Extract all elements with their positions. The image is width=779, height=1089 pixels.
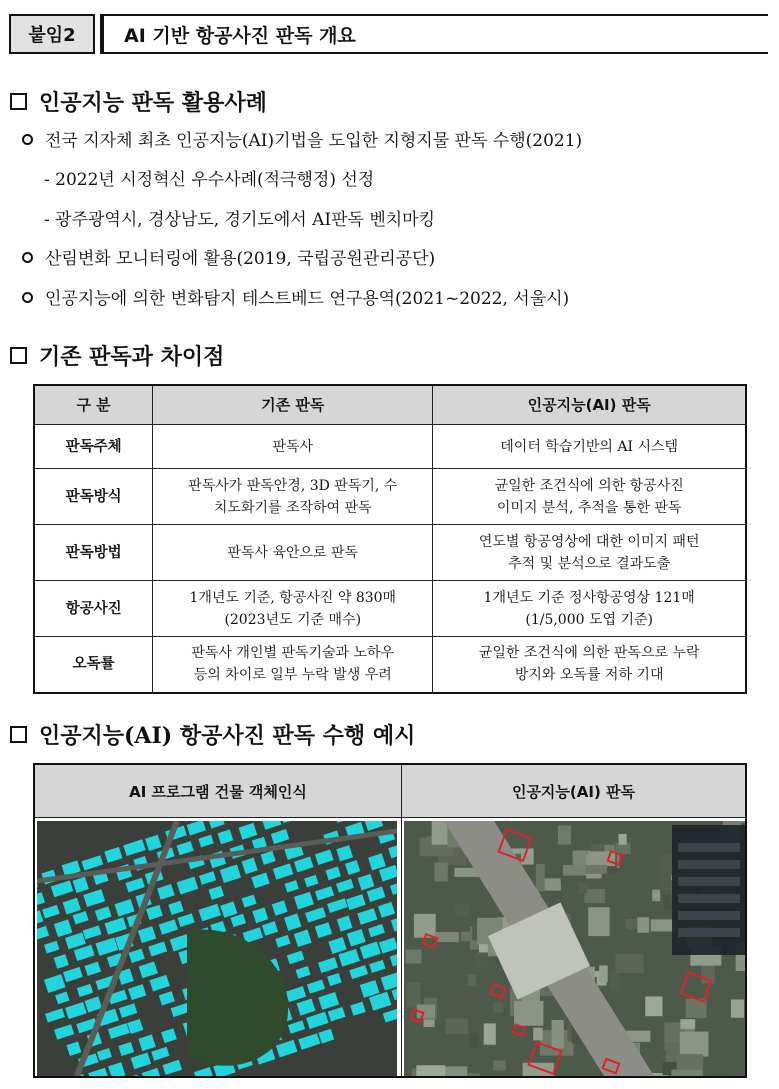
checkbox-square-icon (10, 93, 27, 110)
rooftop (637, 917, 649, 933)
rooftop (432, 821, 448, 845)
section-heading-cases (10, 86, 267, 117)
rooftop (619, 834, 627, 845)
cell-line: 이미지 분석, 추적을 통한 판독 (496, 499, 682, 516)
panel-field (678, 911, 740, 920)
table-header-row (34, 385, 746, 425)
ai-interpretation-image (404, 821, 745, 1076)
building-detection-map (37, 821, 397, 1076)
example-panel (33, 763, 747, 1078)
rooftop (470, 1033, 479, 1048)
rooftop (584, 889, 605, 903)
rooftop (514, 1001, 543, 1026)
case-subitem: - 2022년 시정혁신 우수사례(적극행정) 선정 (44, 170, 375, 190)
case-text: 인공지능에 의한 변화탐지 테스트베드 연구용역(2021~2022, 서울시) (45, 289, 570, 309)
cell-line: 1개년도 기준 정사항공영상 121매 (483, 589, 695, 606)
rooftop (494, 1002, 504, 1012)
rooftop (523, 1063, 554, 1076)
old-method-cell (153, 581, 433, 637)
case-item (22, 284, 569, 309)
cell-line: 판독사 개인별 판독기술과 노하우 (191, 645, 395, 662)
ai-interpretation-map (404, 821, 745, 1076)
old-method-cell (153, 525, 433, 581)
case-text: 전국 지자체 최초 인공지능(AI)기법을 도입한 지형지물 판독 수행(2021) (45, 131, 583, 151)
attachment-tag: 붙임2 (9, 14, 95, 54)
panel-field (678, 843, 740, 852)
checkbox-square-icon (10, 726, 27, 743)
rooftop (455, 905, 469, 916)
building-detection-image (37, 821, 397, 1076)
cell-line: 추적 및 분석으로 결과도출 (508, 555, 671, 572)
rooftop (406, 950, 422, 964)
rooftop (588, 907, 609, 936)
rooftop (558, 826, 571, 845)
circle-bullet-icon (22, 134, 33, 145)
cell-line: 등의 차이로 일부 누락 발생 우려 (193, 667, 392, 684)
cell-line: 데이터 학습기반의 AI 시스템 (500, 438, 679, 455)
ai-method-cell (433, 581, 746, 637)
rooftop (533, 1028, 543, 1041)
panel-field (678, 877, 740, 886)
cell-line: (2023년도 기준 매수) (224, 611, 362, 628)
rooftop (536, 864, 545, 891)
rooftop (645, 996, 662, 1016)
old-method-cell (153, 425, 433, 469)
cell-line: 판독사 (272, 438, 314, 455)
table-row (34, 637, 746, 693)
table-row (34, 425, 746, 469)
case-text: 산림변화 모니터링에 활용(2019, 국립공원관리공단) (45, 249, 436, 269)
rooftop (414, 914, 436, 938)
example-right-title: 인공지능(AI) 판독 (511, 782, 636, 801)
rooftop (663, 895, 671, 909)
row-category: 항공사진 (34, 581, 153, 637)
old-method-cell (153, 469, 433, 525)
rooftop (660, 869, 670, 891)
rooftop (434, 863, 447, 882)
rooftop (599, 965, 608, 982)
rooftop (652, 890, 660, 902)
panel-field (678, 894, 740, 903)
rooftop (578, 882, 587, 893)
cell-line: 균일한 조건식에 의한 판독으로 누락 (478, 645, 700, 662)
table-row (34, 581, 746, 637)
ai-method-cell (433, 425, 746, 469)
section-heading-example (10, 719, 415, 750)
example-left-title: AI 프로그램 건물 객체인식 (129, 782, 307, 801)
rooftop (416, 1065, 445, 1076)
column-header: 인공지능(AI) 판독 (433, 385, 746, 425)
panel-field (678, 860, 740, 869)
rooftop (586, 865, 608, 874)
rooftop (731, 999, 744, 1017)
rooftop (680, 1032, 709, 1057)
checkbox-square-icon (10, 347, 27, 364)
rooftop (610, 970, 619, 990)
rooftop (449, 997, 479, 1018)
section-title: 인공지능 판독 활용사례 (39, 90, 267, 116)
section-title: 인공지능(AI) 항공사진 판독 수행 예시 (39, 723, 416, 749)
section-heading-differences (10, 340, 224, 371)
table-row (34, 469, 746, 525)
case-subitem: - 광주광역시, 경상남도, 경기도에서 AI판독 벤치마킹 (44, 210, 436, 230)
cell-line: (1/5,000 도엽 기준) (525, 611, 653, 628)
cell-line: 1개년도 기준, 항공사진 약 830매 (189, 589, 397, 606)
rooftop (615, 954, 643, 973)
rooftop (484, 1023, 496, 1044)
rooftop (544, 878, 561, 890)
rooftop (680, 1019, 695, 1029)
case-item (22, 244, 435, 269)
circle-bullet-icon (22, 292, 33, 303)
column-header: 기존 판독 (153, 385, 433, 425)
rooftop (671, 1070, 702, 1076)
column-header: 구 분 (34, 385, 153, 425)
row-category: 판독주체 (34, 425, 153, 469)
circle-bullet-icon (22, 252, 33, 263)
panel-field (678, 928, 740, 937)
ai-method-cell (433, 525, 746, 581)
rooftop (468, 974, 476, 986)
rooftop (436, 932, 459, 942)
cell-line: 균일한 조건식에 의한 항공사진 (494, 477, 684, 494)
section-title: 기존 판독과 차이점 (39, 344, 225, 370)
cell-line: 판독사가 판독안경, 3D 판독기, 수 (188, 477, 398, 494)
panel-divider (401, 765, 402, 1076)
cell-line: 방지와 오독률 저하 기대 (514, 667, 664, 684)
row-category: 판독방식 (34, 469, 153, 525)
page-title: AI 기반 항공사진 판독 개요 (100, 14, 768, 54)
rooftop (552, 1020, 564, 1048)
table-row (34, 525, 746, 581)
comparison-table (33, 384, 747, 694)
ai-method-cell (433, 637, 746, 693)
row-category: 판독방법 (34, 525, 153, 581)
row-category: 오독률 (34, 637, 153, 693)
ai-method-cell (433, 469, 746, 525)
cell-line: 판독사 육안으로 판독 (227, 544, 359, 561)
old-method-cell (153, 637, 433, 693)
case-item (22, 126, 582, 151)
rooftop (446, 1018, 469, 1034)
rooftop (714, 1074, 726, 1076)
cell-line: 치도화기를 조작하여 판독 (213, 499, 372, 516)
rooftop (493, 1061, 505, 1071)
cell-line: 연도별 항공영상에 대한 이미지 패턴 (478, 533, 700, 550)
rooftop (406, 982, 420, 1007)
